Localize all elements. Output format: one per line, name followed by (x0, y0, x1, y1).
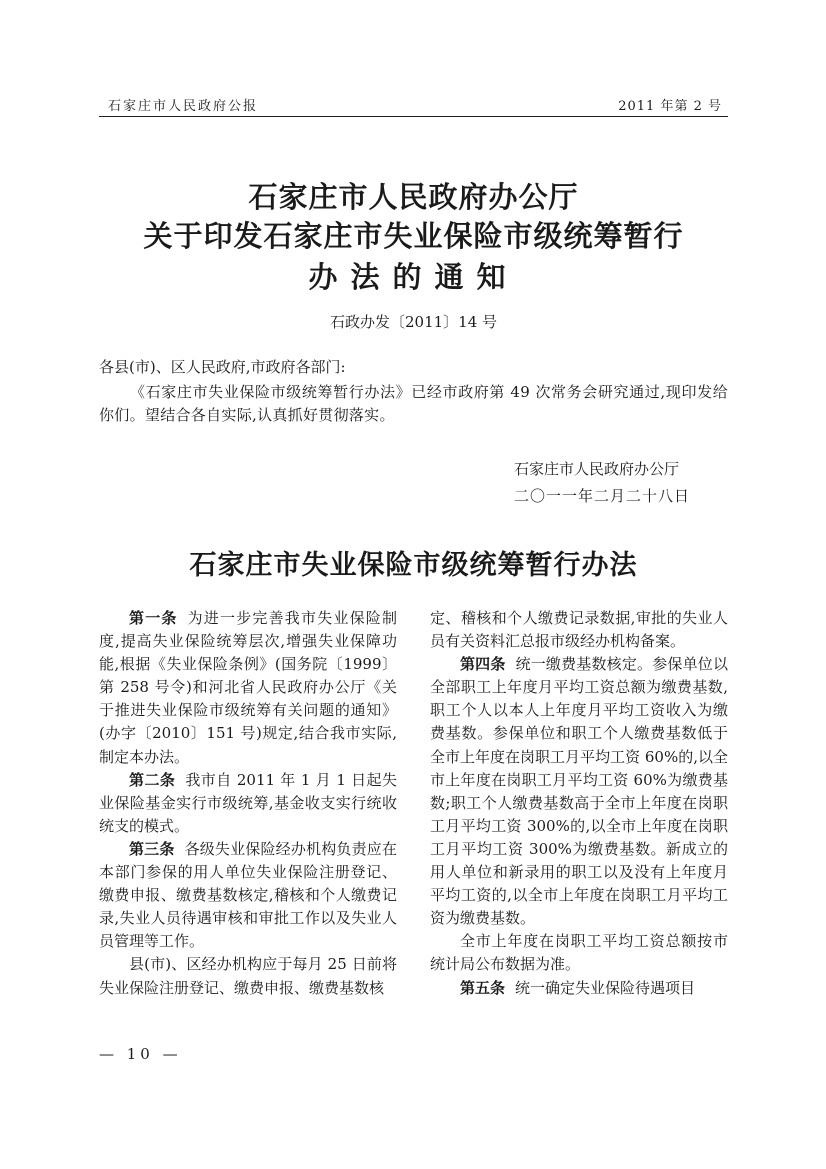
article-label: 第五条 (460, 978, 506, 997)
notice-title-line-3: 办法的通知 (308, 260, 519, 294)
article-label: 第一条 (129, 609, 178, 627)
article-text: 统一确定失业保险待遇项目 (515, 978, 696, 997)
article-text: 定、稽核和个人缴费记录数据,审批的失业人员有关资料汇总报市级经办机构备案。 (430, 609, 728, 651)
document-number: 石政办发〔2011〕14 号 (329, 313, 498, 331)
article-text: 为进一步完善我市失业保险制度,提高失业保险统筹层次,增强失业保障功能,根据《失业保险条例》(国务院〔1999〕第 258 号令)和河北省人民政府办公厅《关于推进失业保险市级统筹有关问题的通知》(办字〔2010〕151 号)规定,结合我市实际,制定本办法。 (99, 609, 397, 766)
article-text: 统一缴费基数核定。参保单位以全部职工上年度月平均工资总额为缴费基数,职工个人以本人上年度月平均工资收入为缴费基数。参保单位和职工个人缴费基数低于全市上年度在岗职工月平均工资 60%的,以全市上年度在岗职工月平均工资 60%为缴费基数;职工个人缴费基数高于全市上年度在岗职工月平均工资 300%的,以全市上年度在岗职工月平均工资 300%为缴费基数。新成立的用人单位和新录用的职工以及没有上年度月平均工资的,以全市上年度在岗职工月平均工资为缴费基数。 (430, 655, 728, 928)
header-divider (99, 116, 728, 117)
salutation: 各县(市)、区人民政府,市政府各部门: (99, 358, 346, 376)
article-paragraph (99, 607, 397, 769)
article-text: 全市上年度在岗职工平均工资总额按市统计局公布数据为准。 (430, 932, 728, 974)
signing-date: 二〇一一年二月二十八日 (514, 487, 691, 505)
article-label: 第四条 (460, 655, 506, 674)
article-text: 我市自 2011 年 1 月 1 日起失业保险基金实行市级统筹,基金收支实行统收统支的模式。 (99, 770, 397, 835)
article-paragraph (430, 653, 728, 930)
article-paragraph (99, 769, 397, 838)
article-label: 第二条 (129, 770, 176, 789)
article-text: 县(市)、区经办机构应于每月 25 日前将失业保险注册登记、缴费申报、缴费基数核 (99, 955, 397, 997)
article-paragraph (430, 930, 728, 976)
notice-title-line-2: 关于印发石家庄市失业保险市级统筹暂行 (143, 219, 684, 253)
measures-title: 石家庄市失业保险市级统筹暂行办法 (189, 550, 638, 581)
publication-name: 石家庄市人民政府公报 (108, 99, 259, 114)
article-paragraph (430, 977, 728, 1000)
article-label: 第三条 (129, 839, 175, 858)
article-paragraph (430, 607, 728, 653)
notice-title-line-1: 石家庄市人民政府办公厅 (248, 180, 579, 214)
article-text: 各级失业保险经办机构负责应在本部门参保的用人单位失业保险注册登记、缴费申报、缴费基数核定,稽核和个人缴费记录,失业人员待遇审核和审批工作以及失业人员管理等工作。 (99, 839, 397, 951)
issue-number: 2011 年第 2 号 (618, 99, 722, 114)
signer: 石家庄市人民政府办公厅 (514, 460, 680, 478)
notice-body: 《石家庄市失业保险市级统筹暂行办法》已经市政府第 49 次常务会研究通过,现印发给你们。望结合各自实际,认真抓好贯彻落实。 (99, 383, 728, 424)
left-column (99, 607, 397, 1000)
page-number: — 10 — (99, 1045, 182, 1063)
article-paragraph (99, 838, 397, 953)
right-column (430, 607, 728, 1000)
article-paragraph (99, 953, 397, 999)
